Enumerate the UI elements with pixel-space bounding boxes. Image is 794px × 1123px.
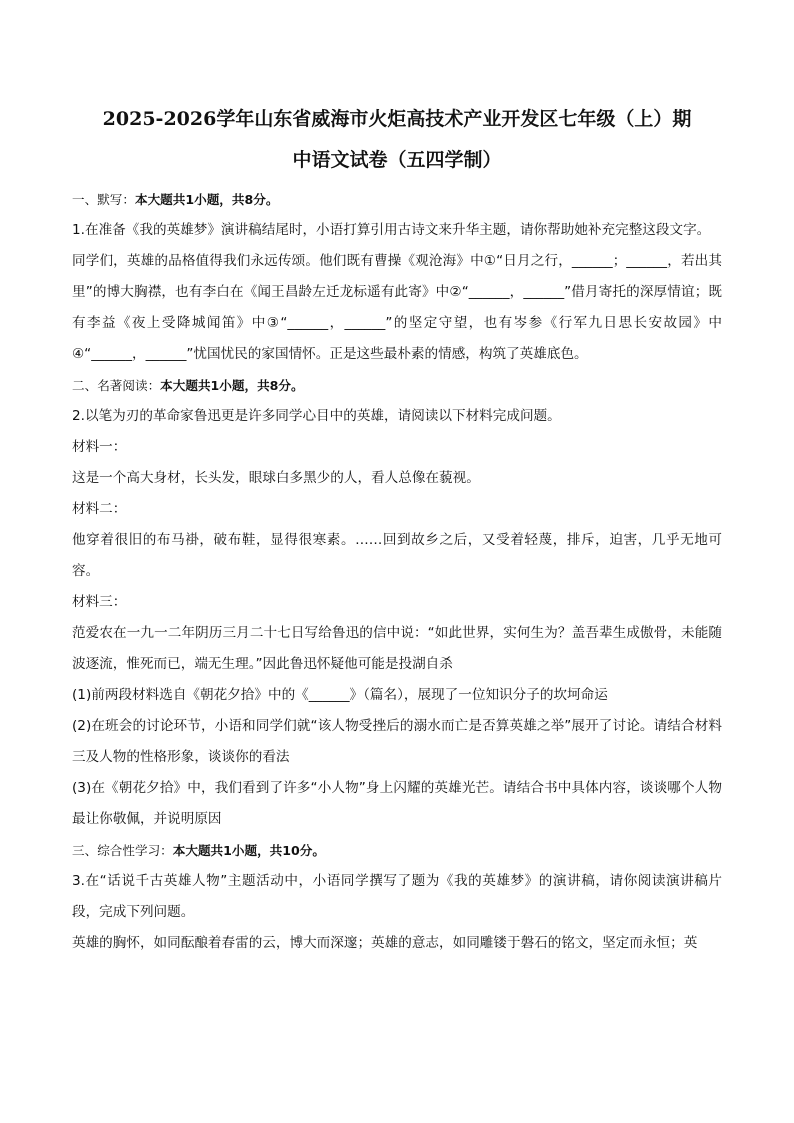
material-3-label: 材料三： — [72, 594, 127, 610]
section-label: 一、默写： — [72, 192, 135, 207]
section-desc: 本大题共1小题，共8分。 — [160, 378, 304, 393]
material-1-text: 这是一个高大身材，长头发，眼球白多黑少的人，看人总像在藐视。 — [72, 470, 480, 486]
exam-title-line-2: 中语文试卷（五四学制） — [292, 149, 502, 171]
exam-content — [72, 184, 722, 959]
q2-sub-1: (1)前两段材料选自《朝花夕拾》中的《______》（篇名），展现了一位知识分子的坎坷命运 — [72, 687, 608, 703]
section-desc: 本大题共1小题，共10分。 — [172, 843, 325, 858]
exam-title-line-1: 2025-2026学年山东省威海市火炬高技术产业开发区七年级（上）期 — [102, 108, 692, 130]
material-3-text: 范爱农在一九一二年阴历三月二十七日写给鲁迅的信中说：“如此世界，实何生为？盖吾辈生成傲骨，未能随波逐流，惟死而已，端无生理。”因此鲁迅怀疑他可能是投湖自杀 — [72, 625, 722, 672]
q1-passage: 同学们，英雄的品格值得我们永远传颂。他们既有曹操《观沧海》中①“日月之行，______；______，若出其里”的博大胸襟，也有李白在《闻王昌龄左迁龙标遥有此寄》中②“______，______”借月寄托的深厚情谊；既有李益《夜上受降城闻笛》中③“______，______”的坚定守望，也有岑参《行军九日思长安故园》中④“______，______”忧国忧民的家国情怀。正是这些最朴素的情感，构筑了英雄底色。 — [72, 253, 722, 362]
section-1-heading — [72, 184, 722, 215]
q3-intro: 3.在“话说千古英雄人物”主题活动中，小语同学撰写了题为《我的英雄梦》的演讲稿，请你阅读演讲稿片段，完成下列问题。 — [72, 873, 722, 920]
q2-sub-3: (3)在《朝花夕拾》中，我们看到了许多“小人物”身上闪耀的英雄光芒。请结合书中具体内容，谈谈哪个人物最让你敬佩，并说明原因 — [72, 780, 722, 827]
section-label: 二、名著阅读： — [72, 378, 161, 393]
section-3-heading — [72, 835, 722, 866]
q1-intro: 1.在准备《我的英雄梦》演讲稿结尾时，小语打算引用古诗文来升华主题，请你帮助她补充完整这段文字。 — [72, 222, 711, 238]
section-desc: 本大题共1小题，共8分。 — [134, 192, 279, 207]
q2-intro: 2.以笔为刃的革命家鲁迅更是许多同学心目中的英雄，请阅读以下材料完成问题。 — [72, 408, 561, 424]
section-2-heading — [72, 370, 722, 401]
material-2-text: 他穿着很旧的布马褂，破布鞋，显得很寒素。……回到故乡之后，又受着轻蔑，排斥，迫害，几乎无地可容。 — [72, 532, 722, 579]
section-label: 三、综合性学习： — [72, 843, 173, 858]
q3-passage: 英雄的胸怀，如同酝酿着春雷的云，博大而深邃；英雄的意志，如同雕镂于磐石的铭文，坚定而永恒；英 — [72, 935, 698, 951]
material-2-label: 材料二： — [72, 501, 127, 517]
material-1-label: 材料一： — [72, 439, 127, 455]
q2-sub-2: (2)在班会的讨论环节，小语和同学们就“该人物受挫后的溺水而亡是否算英雄之举”展开了讨论。请结合材料三及人物的性格形象，谈谈你的看法 — [72, 718, 722, 765]
